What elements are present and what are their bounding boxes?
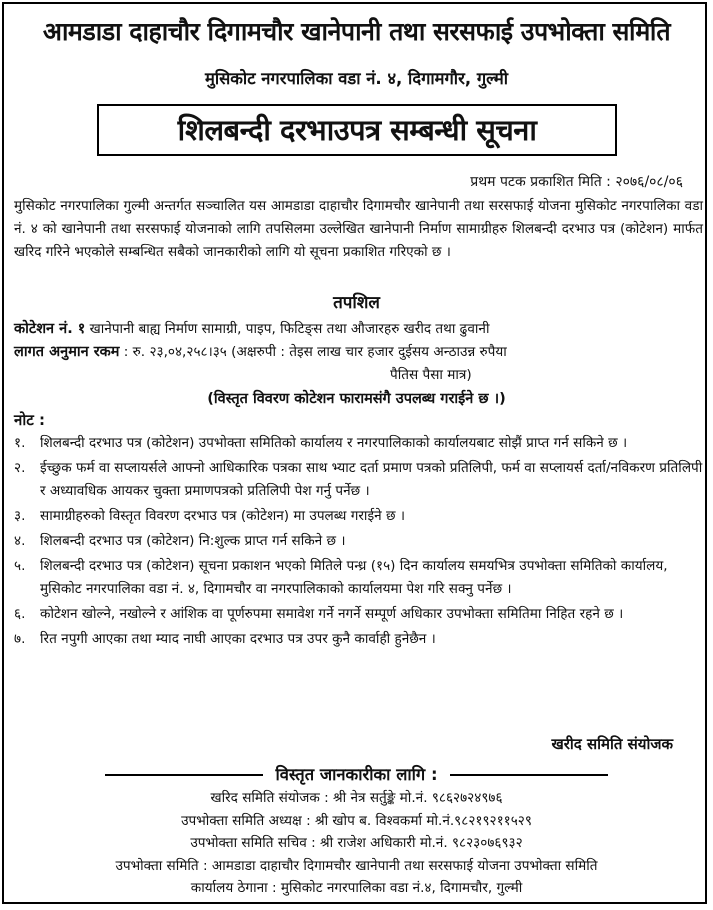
cost-text: : रु. २३,०४,२५८।३५ (अक्षरुपी : तेइस लाख चार हजार दुईसय अन्ठाउन्न रुपैया: [123, 344, 507, 360]
notes-label: नोट :: [14, 411, 45, 429]
cost-text-continued: पैतिस पैसा मात्र): [390, 367, 472, 383]
cost-label: लागत अनुमान रकम: [14, 344, 120, 360]
note-text: शिलबन्दी दरभाउ पत्र (कोटेशन) उपभोक्ता समितिको कार्यालय र नगरपालिकाको कार्यालयबाट सोझैं प्राप्त गर्न सकिने छ ।: [40, 435, 628, 451]
note-text: ईच्छुक फर्म वा सप्लायर्सले आफ्नो आधिकारिक पत्रका साथ भ्याट दर्ता प्रमाण पत्रको प्रतिलिपी, फर्म वा सप्लायर्स दर्ता/नविकरण प्रतिलिपी र अध्यावधिक आयकर चुक्ता प्रमाणपत्रको प्रतिलिपी पेश गर्नु पर्नेछ ।: [40, 460, 703, 499]
list-item: [14, 432, 705, 455]
quotation-line: [14, 318, 705, 341]
note-number: ३.: [14, 508, 26, 524]
list-item: [14, 457, 705, 503]
note-number: ७.: [14, 631, 26, 647]
notice-title: शिलबन्दी दरभाउपत्र सम्बन्धी सूचना: [97, 104, 617, 156]
details-heading: तपशिल: [333, 293, 380, 313]
list-item: [14, 628, 705, 651]
contact-line: उपभोक्ता समिति अध्यक्ष : श्री खोप ब. विश्वकर्मा मो.नं.९८२१९२११५२९: [181, 812, 532, 829]
organization-name: आमडाडा दाहाचौर दिगामचौर खानेपानी तथा सरसफाई उपभोक्ता समिति: [42, 17, 671, 46]
note-text: सामाग्रीहरुको विस्तृत विवरण दरभाउ पत्र (कोटेशन) मा उपलब्ध गराईने छ ।: [40, 508, 405, 524]
note-number: २.: [14, 460, 26, 476]
note-number: १.: [14, 435, 26, 451]
intro-paragraph: मुसिकोट नगरपालिका गुल्मी अन्तर्गत सञ्चालित यस आमडाडा दाहाचौर दिगामचौर खानेपानी तथा सरसफाई योजना मुसिकोट नगरपालिका वडा नं. ४ को खानेपानी तथा सरसफाई योजनाको लागि तपसिलमा उल्लेखित खानेपानी निर्माण सामाग्रीहरु शिलबन्दी दरभाउ पत्र (कोटेशन) मार्फत खरिद गरिने भएकोले सम्बन्धित सबैको जानकारीको लागि यो सूचना प्रकाशित गरिएको छ ।: [14, 198, 703, 260]
contact-list: [0, 787, 713, 900]
note-text: रित नपुगी आएका तथा म्याद नाघी आएका दरभाउ पत्र उपर कुनै कार्वाही हुनेछैन ।: [40, 631, 436, 647]
publish-date: प्रथम पटक प्रकाशित मिति : २०७६/०८/०६: [470, 174, 683, 190]
list-item: [14, 530, 705, 553]
note-number: ५.: [14, 558, 26, 574]
contact-line: उपभोक्ता समिति : आमडाडा दाहाचौर दिगामचौर खानेपानी तथा सरसफाई योजना उपभोक्ता समिति: [115, 857, 598, 874]
notes-list: [14, 432, 705, 653]
quotation-text: खानेपानी बाह्य निर्माण सामाग्री, पाइप, फिटिङ्स तथा औजारहरु खरीद तथा ढुवानी: [89, 321, 490, 337]
contact-line: खरिद समिति संयोजक : श्री नेत्र सर्तुङ्के मो.नं. ९८६२७२४९७६: [210, 790, 503, 806]
note-number: ४.: [14, 533, 26, 549]
organization-address: मुसिकोट नगरपालिका वडा नं. ४, दिगामगौर, गुल्मी: [204, 69, 509, 88]
contact-heading: [0, 762, 713, 785]
quotation-label: कोटेशन नं. १: [14, 321, 86, 337]
signature-title: खरीद समिति संयोजक: [551, 735, 673, 753]
list-item: [14, 505, 705, 528]
note-number: ६.: [14, 606, 26, 622]
contact-line: उपभोक्ता समिति सचिव : श्री राजेश अधिकारी मो.नं. ९८२३०७६९३२: [190, 835, 523, 851]
cost-estimate: [14, 341, 705, 387]
availability-note: (विस्तृत विवरण कोटेशन फारामसंगै उपलब्ध गराईने छ ।): [207, 391, 506, 407]
contact-heading-text: विस्तृत जानकारीका लागि :: [263, 762, 449, 785]
note-text: शिलबन्दी दरभाउ पत्र (कोटेशन) नि:शुल्क प्राप्त गर्न सकिने छ ।: [40, 533, 346, 549]
note-text: शिलबन्दी दरभाउ पत्र (कोटेशन) सूचना प्रकाशन भएको मितिले पन्ध्र (१५) दिन कार्यालय समयभित्र उपभोक्ता समितिको कार्यालय, मुसिकोट नगरपालिका वडा नं. ४, दिगामचौर वा नगरपालिकाको कार्यालयमा पेश गरि सक्नु पर्नेछ ।: [40, 558, 668, 597]
note-text: कोटेशन खोल्ने, नखोल्ने र आंशिक वा पूर्णरुपमा समावेश गर्ने नगर्ने सम्पूर्ण अधिकार उपभोक्ता समितिमा निहित रहने छ ।: [40, 606, 624, 622]
list-item: [14, 603, 705, 626]
list-item: [14, 555, 705, 601]
contact-line: कार्यालय ठेगाना : मुसिकोट नगरपालिका वडा नं.४, दिगामचौर, गुल्मी: [190, 880, 523, 896]
